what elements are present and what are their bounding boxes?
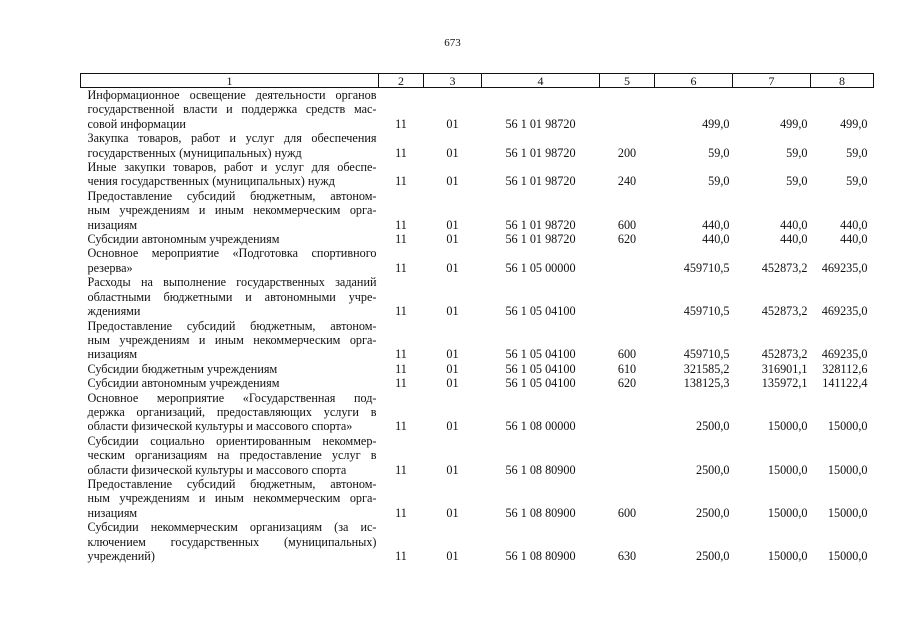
subsection-code: 01 <box>446 361 459 376</box>
subsection-code: 01 <box>446 260 459 275</box>
amount-year-3: 59,0 <box>846 145 868 160</box>
row-name-line: низациям <box>87 217 138 232</box>
column-header: 4 <box>482 74 600 88</box>
section-code: 11 <box>395 145 407 160</box>
target-item-code: 56 1 08 80900 <box>505 549 576 563</box>
target-item-code: 56 1 08 80900 <box>505 462 576 477</box>
amount-year-2: 15000,0 <box>767 549 808 563</box>
subsection-code: 01 <box>446 549 459 563</box>
row-name-line: ждениями <box>87 304 141 319</box>
row-name-line: резерва» <box>87 260 133 275</box>
row-name <box>81 131 379 160</box>
amount-year-2: 316901,1 <box>761 361 808 376</box>
amount-year-1: 440,0 <box>702 217 730 232</box>
amount-year-2: 59,0 <box>786 174 808 189</box>
row-name-line: Субсидии автономным учреждениям <box>87 232 280 247</box>
section-code: 11 <box>395 419 407 434</box>
row-name <box>81 391 379 434</box>
expense-type-code: 620 <box>617 376 637 391</box>
amount-year-1: 59,0 <box>708 145 730 160</box>
amount-year-1: 2500,0 <box>695 505 730 520</box>
amount-year-1: 2500,0 <box>695 419 730 434</box>
row-name-line: ческим организациям на предоставление услуг в <box>87 448 377 463</box>
target-item-code: 56 1 05 04100 <box>505 304 576 319</box>
row-name-line: совой информации <box>87 116 186 131</box>
page-number: 673 <box>444 37 461 49</box>
column-header: 5 <box>600 74 655 88</box>
budget-table <box>80 73 874 563</box>
section-code: 11 <box>395 217 407 232</box>
row-name-line: Закупка товаров, работ и услуг для обеспечения <box>87 131 377 146</box>
table-row <box>81 232 874 246</box>
section-code: 11 <box>395 361 407 376</box>
amount-year-2: 452873,2 <box>761 304 808 319</box>
row-name-line: ным учреждениям и иным некоммерческим орга- <box>87 491 377 506</box>
amount-year-2: 59,0 <box>786 145 808 160</box>
amount-year-2: 440,0 <box>780 217 808 232</box>
subsection-code: 01 <box>446 462 459 477</box>
table-row <box>81 477 874 520</box>
row-name-line: области физической культуры и массового спорта <box>87 462 347 477</box>
amount-year-1: 138125,3 <box>683 376 730 391</box>
subsection-code: 01 <box>446 116 459 131</box>
expense-type-code: 610 <box>617 361 637 376</box>
section-code: 11 <box>395 549 407 563</box>
subsection-code: 01 <box>446 145 459 160</box>
row-name <box>81 520 379 563</box>
table-row <box>81 520 874 563</box>
column-header: 6 <box>655 74 733 88</box>
subsection-code: 01 <box>446 217 459 232</box>
amount-year-3: 15000,0 <box>827 419 868 434</box>
expense-type-code <box>600 391 655 434</box>
column-header: 7 <box>733 74 811 88</box>
table-row <box>81 275 874 318</box>
table-row <box>81 160 874 189</box>
amount-year-3: 59,0 <box>846 174 868 189</box>
section-code: 11 <box>395 304 407 319</box>
row-name <box>81 189 379 232</box>
subsection-code: 01 <box>446 347 459 362</box>
target-item-code: 56 1 01 98720 <box>505 217 576 232</box>
table-row <box>81 391 874 434</box>
amount-year-1: 321585,2 <box>683 361 730 376</box>
section-code: 11 <box>395 376 407 391</box>
row-name <box>81 376 379 390</box>
amount-year-2: 15000,0 <box>767 505 808 520</box>
row-name-line: Предоставление субсидий бюджетным, автоном- <box>87 318 377 333</box>
row-name-line: низациям <box>87 505 138 520</box>
amount-year-3: 469235,0 <box>821 304 868 319</box>
table-row <box>81 246 874 275</box>
amount-year-3: 15000,0 <box>827 549 868 563</box>
row-name <box>81 232 379 246</box>
amount-year-1: 459710,5 <box>683 347 730 362</box>
subsection-code: 01 <box>446 232 459 247</box>
target-item-code: 56 1 01 98720 <box>505 174 576 189</box>
row-name-line: Субсидии социально ориентированным некоммер- <box>87 433 377 448</box>
row-name-line: Субсидии автономным учреждениям <box>87 376 280 391</box>
row-name-line: Основное мероприятие «Подготовка спортивного <box>87 246 377 261</box>
row-name <box>81 362 379 376</box>
target-item-code: 56 1 08 00000 <box>505 419 576 434</box>
row-name <box>81 275 379 318</box>
amount-year-2: 452873,2 <box>761 347 808 362</box>
section-code: 11 <box>395 116 407 131</box>
row-name-line: государственных (муниципальных) нужд <box>87 145 302 160</box>
row-name-line: Субсидии некоммерческим организациям (за ис- <box>87 520 377 535</box>
row-name-line: Иные закупки товаров, работ и услуг для обеспе- <box>87 160 377 175</box>
target-item-code: 56 1 01 98720 <box>505 232 576 247</box>
amount-year-2: 452873,2 <box>761 260 808 275</box>
section-code: 11 <box>395 174 407 189</box>
amount-year-2: 499,0 <box>780 116 808 131</box>
subsection-code: 01 <box>446 304 459 319</box>
column-header: 2 <box>379 74 424 88</box>
section-code: 11 <box>395 232 407 247</box>
amount-year-3: 15000,0 <box>827 505 868 520</box>
expense-type-code: 600 <box>617 347 637 362</box>
expense-type-code <box>600 246 655 275</box>
section-code: 11 <box>395 347 407 362</box>
expense-type-code <box>600 434 655 477</box>
amount-year-3: 328112,6 <box>822 361 868 376</box>
target-item-code: 56 1 01 98720 <box>505 145 576 160</box>
row-name-line: чения государственных (муниципальных) нужд <box>87 174 335 189</box>
column-header: 1 <box>81 74 379 88</box>
column-header: 8 <box>811 74 874 88</box>
row-name-line: государственной власти и поддержка средств мас- <box>87 102 377 117</box>
amount-year-3: 440,0 <box>840 217 868 232</box>
row-name-line: Расходы на выполнение государственных заданий <box>87 275 377 290</box>
row-name-line: Основное мероприятие «Государственная под- <box>87 390 377 405</box>
row-name-line: держка организаций, предоставляющих услуги в <box>87 404 377 419</box>
row-name-line: областными бюджетными и автономными учре- <box>87 289 377 304</box>
subsection-code: 01 <box>446 376 459 391</box>
table-row <box>81 362 874 376</box>
expense-type-code: 200 <box>617 145 637 160</box>
amount-year-2: 15000,0 <box>767 462 808 477</box>
amount-year-3: 469235,0 <box>821 260 868 275</box>
amount-year-1: 2500,0 <box>695 549 730 563</box>
target-item-code: 56 1 05 04100 <box>505 347 576 362</box>
row-name-line: ключением государственных (муниципальных) <box>87 534 377 549</box>
subsection-code: 01 <box>446 505 459 520</box>
row-name <box>81 477 379 520</box>
expense-type-code <box>600 88 655 132</box>
row-name <box>81 434 379 477</box>
expense-type-code: 620 <box>617 232 637 247</box>
table-row <box>81 189 874 232</box>
row-name-line: Информационное освещение деятельности органов <box>87 88 377 102</box>
expense-type-code: 630 <box>617 549 637 563</box>
table-row <box>81 131 874 160</box>
amount-year-2: 135972,1 <box>761 376 808 391</box>
table-row <box>81 88 874 132</box>
expense-type-code: 240 <box>617 174 637 189</box>
column-number-header-row <box>81 74 874 88</box>
amount-year-3: 141122,4 <box>822 376 868 391</box>
row-name <box>81 88 379 132</box>
column-header: 3 <box>424 74 482 88</box>
section-code: 11 <box>395 260 407 275</box>
amount-year-2: 440,0 <box>780 232 808 247</box>
subsection-code: 01 <box>446 174 459 189</box>
row-name-line: области физической культуры и массового спорта» <box>87 419 353 434</box>
row-name-line: Субсидии бюджетным учреждениям <box>87 361 278 376</box>
table-row <box>81 376 874 390</box>
amount-year-2: 15000,0 <box>767 419 808 434</box>
amount-year-3: 499,0 <box>840 116 868 131</box>
amount-year-1: 459710,5 <box>683 260 730 275</box>
section-code: 11 <box>395 462 407 477</box>
target-item-code: 56 1 05 00000 <box>505 260 576 275</box>
amount-year-1: 2500,0 <box>695 462 730 477</box>
table-row <box>81 319 874 362</box>
row-name-line: Предоставление субсидий бюджетным, автоном- <box>87 188 377 203</box>
amount-year-1: 59,0 <box>708 174 730 189</box>
amount-year-3: 469235,0 <box>821 347 868 362</box>
amount-year-1: 440,0 <box>702 232 730 247</box>
subsection-code: 01 <box>446 419 459 434</box>
target-item-code: 56 1 01 98720 <box>505 116 576 131</box>
row-name-line: ным учреждениям и иным некоммерческим орга- <box>87 332 377 347</box>
row-name <box>81 319 379 362</box>
section-code: 11 <box>395 505 407 520</box>
row-name <box>81 160 379 189</box>
row-name-line: учреждений) <box>87 549 155 563</box>
amount-year-1: 459710,5 <box>683 304 730 319</box>
row-name-line: Предоставление субсидий бюджетным, автоном- <box>87 476 377 491</box>
table-row <box>81 434 874 477</box>
expense-type-code: 600 <box>617 217 637 232</box>
row-name-line: низациям <box>87 347 138 362</box>
expense-type-code <box>600 275 655 318</box>
row-name-line: ным учреждениям и иным некоммерческим орга- <box>87 203 377 218</box>
amount-year-3: 15000,0 <box>827 462 868 477</box>
amount-year-3: 440,0 <box>840 232 868 247</box>
target-item-code: 56 1 08 80900 <box>505 505 576 520</box>
amount-year-1: 499,0 <box>702 116 730 131</box>
expense-type-code: 600 <box>617 505 637 520</box>
target-item-code: 56 1 05 04100 <box>505 361 576 376</box>
row-name <box>81 246 379 275</box>
target-item-code: 56 1 05 04100 <box>505 376 576 391</box>
